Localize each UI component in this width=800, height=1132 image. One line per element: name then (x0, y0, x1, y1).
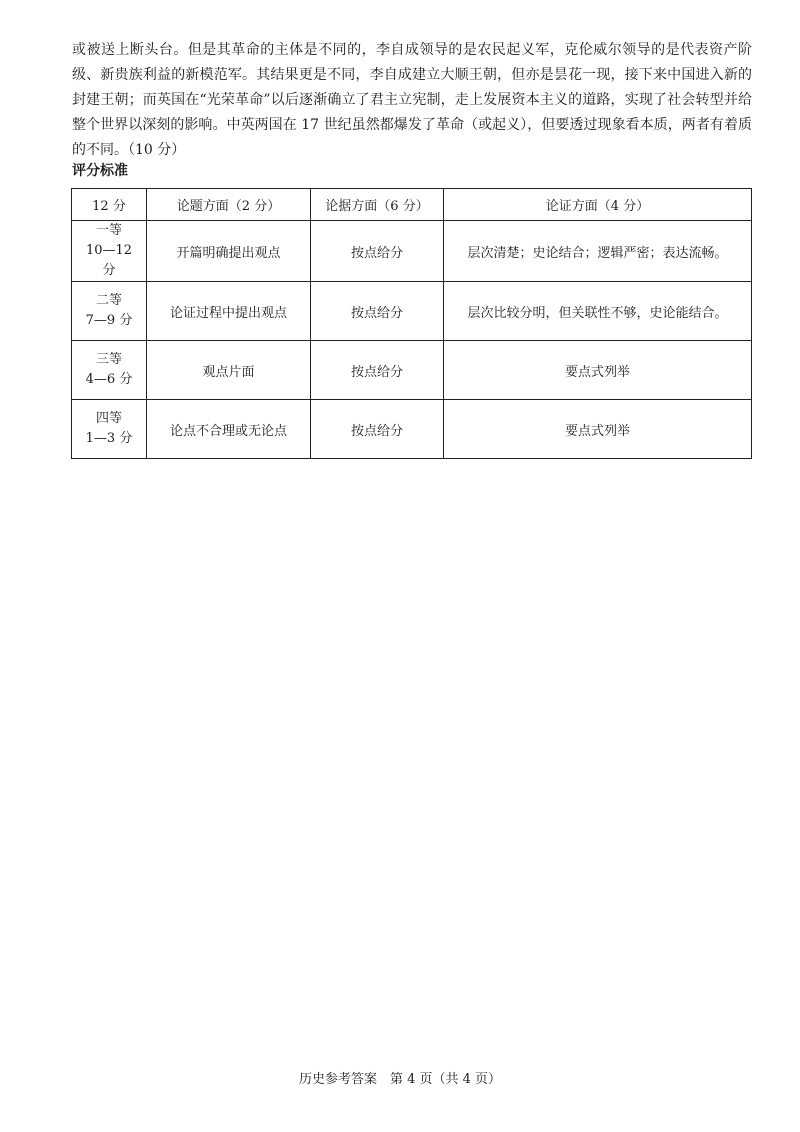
table-row (72, 221, 752, 282)
topic-cell: 论证过程中提出观点 (147, 282, 311, 341)
evidence-cell: 按点给分 (311, 341, 444, 400)
argument-cell: 层次清楚；史论结合；逻辑严密；表达流畅。 (444, 221, 752, 282)
evidence-cell: 按点给分 (311, 282, 444, 341)
header-topic: 论题方面（2 分） (147, 189, 311, 221)
grade-level: 四等 (95, 411, 122, 426)
header-evidence: 论据方面（6 分） (311, 189, 444, 221)
grade-level: 一等 (95, 223, 122, 238)
argument-cell: 层次比较分明，但关联性不够，史论能结合。 (444, 282, 752, 341)
grade-level: 二等 (95, 293, 122, 308)
header-score: 12 分 (72, 189, 147, 221)
header-argument: 论证方面（4 分） (444, 189, 752, 221)
argument-cell: 要点式列举 (444, 400, 752, 459)
topic-cell: 观点片面 (147, 341, 311, 400)
grading-table (71, 188, 752, 459)
topic-cell: 开篇明确提出观点 (147, 221, 311, 282)
grade-cell (72, 282, 147, 341)
evidence-cell: 按点给分 (311, 400, 444, 459)
argument-cell: 要点式列举 (444, 341, 752, 400)
section-heading: 评分标准 (72, 163, 128, 179)
grade-cell (72, 341, 147, 400)
page-footer: 历史参考答案 第 4 页（共 4 页） (298, 1072, 502, 1087)
grade-cell (72, 400, 147, 459)
grade-range: 7—9 分 (85, 313, 133, 328)
topic-cell: 论点不合理或无论点 (147, 400, 311, 459)
table-row (72, 400, 752, 459)
table-row (72, 282, 752, 341)
grade-range: 4—6 分 (85, 372, 133, 387)
grade-range: 1—3 分 (85, 431, 133, 446)
answer-paragraph: 或被送上断头台。但是其革命的主体是不同的，李自成领导的是农民起义军，克伦威尔领导的是代表资产阶级、新贵族利益的新模范军。其结果更是不同，李自成建立大顺王朝，但亦是昙花一现，接下来中国进入新的封建王朝；而英国在“光荣革命”以后逐渐确立了君主立宪制，走上发展资本主义的道路，实现了社会转型并给整个世界以深刻的影响。中英两国在 17 世纪虽然都爆发了革命（或起义），但要透过现象看本质，两者有着质的不同。（10 分） (72, 42, 752, 158)
evidence-cell: 按点给分 (311, 221, 444, 282)
grade-range: 10—12 分 (85, 243, 133, 278)
grade-level: 三等 (95, 352, 122, 367)
table-row (72, 341, 752, 400)
table-header-row (72, 189, 752, 221)
grade-cell (72, 221, 147, 282)
